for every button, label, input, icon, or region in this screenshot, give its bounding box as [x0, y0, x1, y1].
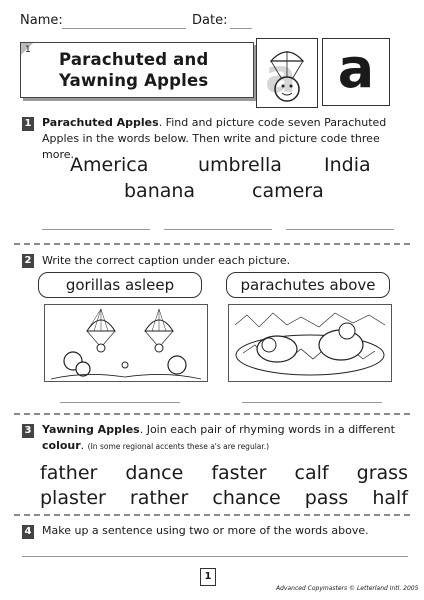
word-faster: faster [211, 462, 267, 484]
date-line[interactable] [230, 28, 252, 29]
letter-card-letter [322, 38, 390, 106]
sentence-line[interactable] [22, 556, 408, 557]
title-box [20, 42, 254, 98]
section3-number: 3 [22, 424, 34, 438]
word-america: America [70, 154, 149, 176]
section3-colour: colour [42, 439, 81, 452]
section2-instructions: Write the correct caption under each picture. [42, 254, 291, 267]
caption-line-1[interactable] [60, 402, 180, 403]
answer-line-2[interactable] [164, 229, 272, 230]
section3-heading: Yawning Apples [42, 423, 140, 436]
letter-card-picture [256, 38, 318, 108]
section3-text1: . Join each pair of rhyming words in a different [139, 423, 395, 436]
title-line1: Parachuted and [59, 50, 209, 69]
section-divider [14, 514, 410, 516]
rhyme-row-2 [40, 487, 408, 509]
section3-note: (In some regional accents these a's are regular.) [87, 442, 270, 451]
section1-text2: Apples in the words below. Then write and picture code three more. [42, 132, 380, 161]
section1-heading: Parachuted Apples [42, 116, 159, 129]
answer-line-1[interactable] [42, 229, 150, 230]
word-camera: camera [252, 180, 324, 202]
title-line2: Yawning Apples [59, 71, 209, 90]
section2-number: 2 [22, 254, 34, 268]
word-pass: pass [304, 487, 349, 509]
word-father: father [40, 462, 98, 484]
letter-a: a [337, 37, 375, 100]
caption-gorillas-asleep: gorillas asleep [38, 272, 202, 298]
word-india: India [324, 154, 371, 176]
section3-instructions [42, 422, 412, 455]
answer-line-3[interactable] [286, 229, 394, 230]
section1-number: 1 [22, 117, 34, 131]
section4-instructions: Make up a sentence using two or more of the words above. [42, 524, 369, 537]
name-label: Name: [20, 13, 63, 28]
picture-sleeping-gorillas [228, 304, 392, 382]
title-number: 1 [25, 45, 31, 55]
caption-parachutes-above: parachutes above [226, 272, 390, 298]
parachutes-illustration [45, 305, 207, 381]
word-dance: dance [125, 462, 184, 484]
picture-parachutes [44, 304, 208, 382]
word-calf: calf [294, 462, 329, 484]
word-half: half [372, 487, 408, 509]
name-line[interactable] [62, 28, 186, 29]
word-umbrella: umbrella [198, 154, 282, 176]
copyright: Advanced Copymasters © Letterland Intl. 2005 [276, 585, 419, 592]
word-plaster: plaster [40, 487, 106, 509]
caption-line-2[interactable] [242, 402, 382, 403]
word-grass: grass [356, 462, 408, 484]
section-divider [14, 413, 410, 415]
section3-text2: . [80, 439, 85, 452]
page-title [59, 49, 208, 91]
section4-number: 4 [22, 525, 34, 539]
section1-text1: . Find and picture code seven Parachuted [158, 116, 387, 129]
rhyme-row-1 [40, 462, 408, 484]
page-number: 1 [200, 568, 216, 586]
section-divider [14, 243, 410, 245]
word-chance: chance [212, 487, 281, 509]
word-banana: banana [124, 180, 196, 202]
word-rather: rather [129, 487, 189, 509]
gorillas-illustration [229, 305, 391, 381]
date-label: Date: [192, 13, 228, 28]
letter-card-shadow-letter: a [265, 49, 297, 103]
